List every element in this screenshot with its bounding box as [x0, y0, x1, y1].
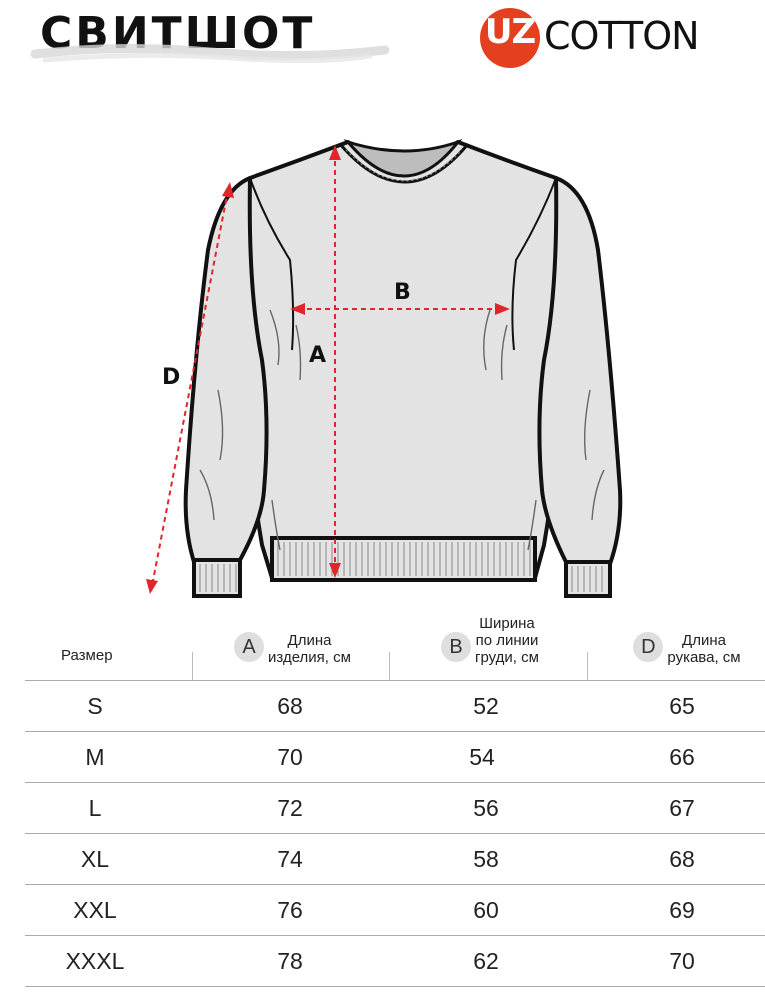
cell-d: 68: [669, 846, 695, 872]
cell-a: 72: [277, 795, 303, 821]
badge-d: D: [633, 632, 663, 662]
label-b: B: [394, 280, 411, 305]
table-row: [25, 885, 765, 936]
header-b-line3: груди, см: [475, 649, 539, 666]
header-d-text: [667, 632, 740, 666]
cell-d: 69: [669, 897, 695, 923]
sweatshirt-illustration: [0, 90, 765, 610]
sweatshirt-body-shape: [238, 142, 569, 578]
header-d-line2: рукава, см: [667, 649, 741, 666]
size-table: [25, 612, 765, 987]
header-b-line1: Ширина: [479, 615, 535, 632]
cell-b: 54: [469, 744, 495, 770]
brush-stroke-decoration: [30, 40, 390, 70]
cell-d: 66: [669, 744, 695, 770]
page-title: СВИТШОТ: [40, 8, 316, 59]
cell-size: XXL: [73, 897, 117, 923]
table-row: [25, 936, 765, 987]
cell-size: S: [87, 693, 103, 719]
cell-size: XL: [80, 846, 110, 872]
table-body: [25, 681, 765, 987]
column-divider: [587, 652, 588, 680]
logo-text: COTTON: [544, 14, 699, 58]
header-a-text: [268, 632, 351, 666]
table-row: [25, 732, 765, 783]
header-b: [420, 612, 560, 680]
cell-b: 52: [473, 693, 499, 719]
cell-a: 78: [277, 948, 303, 974]
column-divider: [192, 652, 193, 680]
cell-b: 60: [473, 897, 499, 923]
cell-b: 56: [473, 795, 499, 821]
header-a-line2: изделия, см: [268, 649, 351, 666]
badge-b: B: [441, 632, 471, 662]
cell-size: XXXL: [65, 948, 125, 974]
header-d-line1: Длина: [682, 632, 726, 649]
cell-a: 74: [277, 846, 303, 872]
label-a: A: [309, 343, 327, 368]
sweatshirt-diagram: [0, 90, 765, 610]
table-row: [25, 834, 765, 885]
table-row: [25, 681, 765, 732]
header-a-line1: Длина: [287, 632, 332, 649]
table-row: [25, 783, 765, 834]
logo-mark: UZ: [484, 12, 536, 52]
header-d: [617, 612, 757, 680]
cell-size: M: [85, 744, 105, 770]
cell-a: 70: [277, 744, 303, 770]
cell-d: 70: [669, 948, 695, 974]
label-d: D: [162, 365, 181, 390]
table-header: [25, 612, 765, 681]
cell-d: 65: [669, 693, 695, 719]
header: [0, 0, 765, 90]
cell-size: L: [88, 795, 102, 821]
header-b-text: [475, 615, 539, 666]
header-a: [220, 612, 365, 680]
badge-a: A: [234, 632, 264, 662]
header-size: Размер: [61, 647, 113, 664]
cell-b: 62: [473, 948, 499, 974]
cell-a: 76: [277, 897, 303, 923]
cell-a: 68: [277, 693, 303, 719]
column-divider: [389, 652, 390, 680]
header-b-line2: по линии: [475, 632, 539, 649]
left-cuff: [194, 560, 240, 596]
cell-d: 67: [669, 795, 695, 821]
cell-b: 58: [473, 846, 499, 872]
right-cuff: [566, 562, 610, 596]
